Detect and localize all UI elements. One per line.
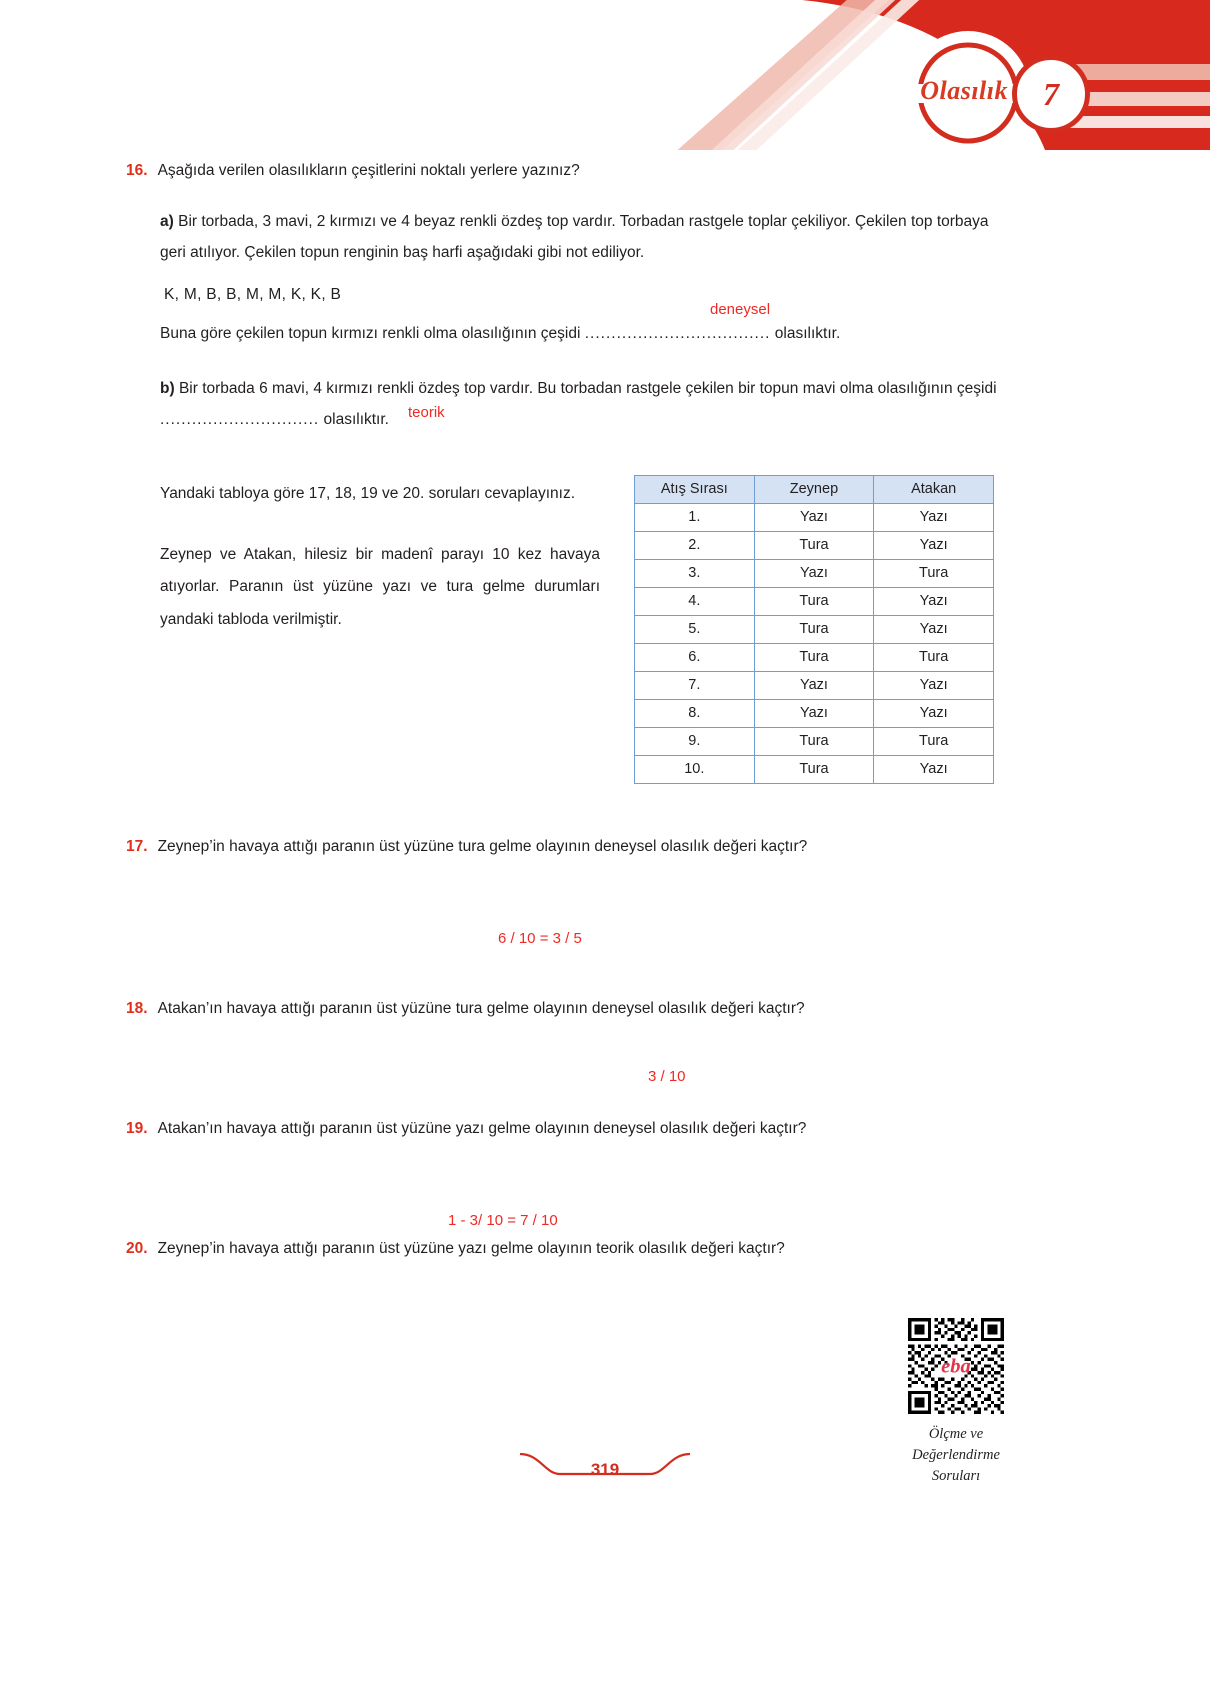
coin-toss-table	[634, 475, 994, 784]
table-cell: Tura	[754, 756, 874, 784]
part-a-dots: ...................................	[584, 325, 771, 342]
page-footer	[0, 1452, 1210, 1500]
question-18-stem: Atakan’ın havaya attığı paranın üst yüzüne tura gelme olayının deneysel olasılık değeri kaçtır?	[157, 1000, 805, 1017]
qr-code-icon[interactable]	[908, 1318, 1004, 1414]
qr-caption-line-2: Değerlendirme	[912, 1447, 1000, 1464]
table-row	[635, 616, 994, 644]
question-17-work: 6 / 10 = 3 / 5	[498, 930, 582, 947]
table-cell: Yazı	[874, 504, 994, 532]
table-cell: Tura	[874, 560, 994, 588]
question-16-prompt: Aşağıda verilen olasılıkların çeşitlerini noktalı yerlere yazınız?	[157, 162, 580, 179]
table-cell: 2.	[635, 532, 755, 560]
table-cell: Tura	[754, 616, 874, 644]
eba-logo-text: eba	[941, 1355, 971, 1378]
table-cell: 8.	[635, 700, 755, 728]
table-header-row	[635, 476, 994, 504]
table-cell: Tura	[754, 644, 874, 672]
question-20-stem: Zeynep’in havaya attığı paranın üst yüzüne yazı gelme olayının teorik olasılık değeri kaçtır?	[157, 1240, 785, 1257]
table-cell: Yazı	[874, 532, 994, 560]
question-20-number: 20.	[126, 1240, 148, 1257]
qr-caption-line-3: Soruları	[931, 1468, 981, 1485]
question-19-number: 19.	[126, 1120, 148, 1137]
table-cell: 6.	[635, 644, 755, 672]
part-b-label: b)	[160, 380, 175, 397]
table-cell: Tura	[874, 644, 994, 672]
part-b-question-post: olasılıktır.	[319, 411, 389, 428]
table-row	[635, 756, 994, 784]
part-a-question-post: olasılıktır.	[770, 325, 841, 342]
table-cell: 1.	[635, 504, 755, 532]
table-cell: 10.	[635, 756, 755, 784]
table-row	[635, 504, 994, 532]
question-19	[126, 1120, 1026, 1229]
unit-title: Olasılık	[920, 76, 1008, 105]
page-number: 319	[590, 1460, 620, 1479]
table-cell: Yazı	[754, 560, 874, 588]
table-cell: 9.	[635, 728, 755, 756]
table-cell: Yazı	[874, 756, 994, 784]
table-row	[635, 588, 994, 616]
page-header	[0, 0, 1210, 150]
part-a-label: a)	[160, 213, 174, 230]
question-19-stem: Atakan’ın havaya attığı paranın üst yüzüne yazı gelme olayının deneysel olasılık değeri kaçtır?	[157, 1120, 807, 1137]
table-header-cell: Atış Sırası	[635, 476, 755, 504]
table-row	[635, 644, 994, 672]
question-17-number: 17.	[126, 838, 148, 855]
table-row	[635, 700, 994, 728]
table-header-cell: Zeynep	[754, 476, 874, 504]
question-17-options[interactable]	[162, 868, 1026, 924]
table-intro-paragraph: Yandaki tabloya göre 17, 18, 19 ve 20. soruları cevaplayınız.	[160, 485, 576, 502]
question-19-work: 1 - 3/ 10 = 7 / 10	[448, 1212, 558, 1229]
table-cell: Yazı	[874, 672, 994, 700]
question-16-part-b	[160, 373, 1016, 435]
table-cell: Yazı	[874, 588, 994, 616]
part-b-dots: ..............................	[160, 411, 320, 428]
table-cell: Yazı	[874, 616, 994, 644]
table-cell: Tura	[754, 588, 874, 616]
table-cell: 3.	[635, 560, 755, 588]
question-16	[126, 162, 1016, 435]
table-cell: Yazı	[754, 700, 874, 728]
question-16-part-a-blank-line	[160, 301, 1016, 349]
question-17	[126, 838, 1026, 947]
question-16-part-a	[160, 206, 1016, 268]
table-row	[635, 560, 994, 588]
table-cell: 7.	[635, 672, 755, 700]
question-20-options[interactable]	[162, 1270, 1026, 1326]
table-cell: Tura	[754, 728, 874, 756]
question-16-number: 16.	[126, 162, 148, 179]
handwritten-answer-b: teorik	[408, 404, 445, 421]
table-row	[635, 672, 994, 700]
question-18-work: 3 / 10	[648, 1068, 686, 1085]
table-intro-text	[160, 478, 600, 664]
table-header-cell: Atakan	[874, 476, 994, 504]
table-row	[635, 728, 994, 756]
question-17-stem: Zeynep’in havaya attığı paranın üst yüzüne tura gelme olayının deneysel olasılık değeri kaçtır?	[157, 838, 808, 855]
table-cell: Yazı	[874, 700, 994, 728]
table-row	[635, 532, 994, 560]
table-body	[635, 504, 994, 784]
question-20	[126, 1240, 1026, 1326]
recorded-letters: K, M, B, B, M, M, K, K, B	[164, 286, 342, 303]
question-18	[126, 1000, 1026, 1086]
table-cell: Yazı	[754, 504, 874, 532]
question-18-number: 18.	[126, 1000, 148, 1017]
part-a-text: Bir torbada, 3 mavi, 2 kırmızı ve 4 beyaz renkli özdeş top vardır. Torbadan rastgele toplar çekiliyor. Çekilen top torbaya geri atılıyor. Çekilen topun renginin baş harfi aşağıdaki gibi not ediliyor.	[160, 213, 989, 261]
part-b-text: Bir torbada 6 mavi, 4 kırmızı renkli özdeş top vardır. Bu torbadan rastgele çekilen bir topun mavi olma olasılığının çeşidi	[178, 380, 997, 397]
question-18-options[interactable]	[162, 1030, 1026, 1086]
table-cell: Yazı	[754, 672, 874, 700]
table-cell: 5.	[635, 616, 755, 644]
question-19-options[interactable]	[162, 1150, 1026, 1206]
table-cell: Tura	[754, 532, 874, 560]
unit-number-badge: 7	[1012, 55, 1090, 133]
qr-caption-line-1: Ölçme ve	[928, 1426, 984, 1442]
table-cell: Tura	[874, 728, 994, 756]
table-cell: 4.	[635, 588, 755, 616]
handwritten-answer-a: deneysel	[710, 301, 771, 318]
part-a-question-pre: Buna göre çekilen topun kırmızı renkli olma olasılığının çeşidi	[160, 325, 585, 342]
table-context-paragraph: Zeynep ve Atakan, hilesiz bir madenî parayı 10 kez havaya atıyorlar. Paranın üst yüzüne yazı ve tura gelme durumları yandaki tabloda verilmiştir.	[160, 545, 600, 628]
